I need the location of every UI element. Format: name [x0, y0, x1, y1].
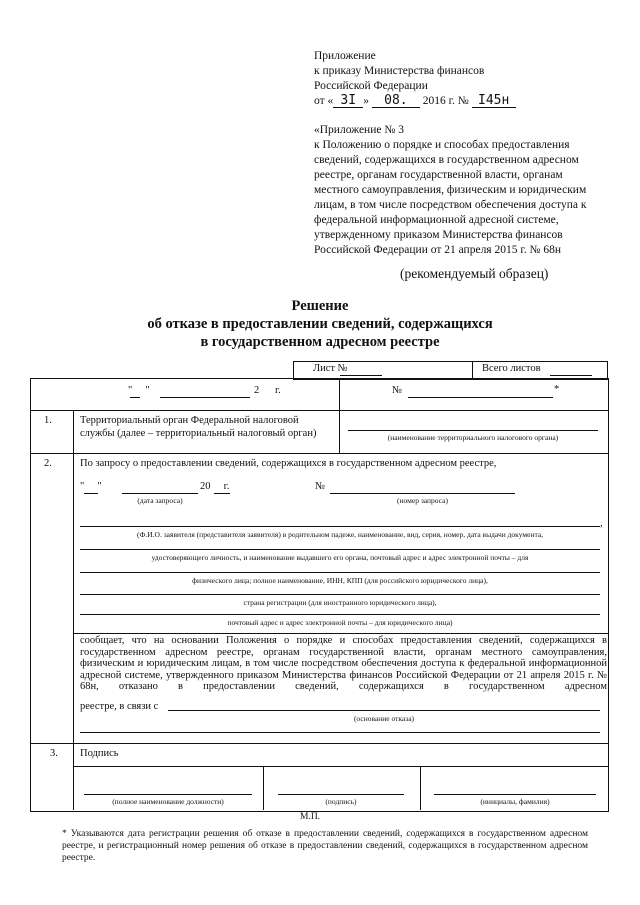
signature-label: Подпись	[80, 748, 119, 759]
request-date-year: 20 г.	[200, 481, 230, 492]
section1-text-line2: службы (далее – территориальный налоговый орган)	[80, 428, 317, 439]
order-number-label: №	[457, 95, 469, 107]
appendix-line: реестре, органам государственной власти, органам	[314, 169, 563, 181]
appendix-line: сведений, содержащихся в государственном адресном	[314, 154, 579, 166]
applicant-caption: почтовый адрес и адрес электронной почты – для юридического лица)	[227, 618, 453, 627]
section1-caption: (наименование территориального налогового органа)	[387, 433, 559, 442]
asterisk-mark: *	[554, 384, 560, 395]
position-caption: (полное наименование должности)	[112, 797, 224, 806]
footnote: * Указываются дата регистрации решения об отказе в предоставлении сведений, содержащихся в государственном адресном реестре, и регистрационный номер решения об отказе в предоставлении сведений, содержащихся в государственном адресном реестре.	[62, 829, 588, 863]
appendix-line: местного самоуправления, физическим и юридическим	[314, 184, 587, 196]
date-month: 08.	[372, 94, 420, 108]
order-header	[314, 49, 516, 109]
request-number-caption: (номер запроса)	[397, 496, 448, 505]
decision-year: 2 г.	[254, 385, 281, 396]
applicant-caption: страна регистрации (для иностранного юридического лица),	[243, 598, 437, 607]
applicant-caption: удостоверяющего личность, и наименование выдавшего его органа, почтовый адрес и адрес электронной почты – для	[151, 553, 529, 562]
header-line2: к приказу Министерства финансов	[314, 65, 485, 77]
form-table	[30, 378, 609, 812]
applicant-comma: ,	[600, 518, 603, 529]
section1-number: 1.	[44, 415, 52, 426]
stamp-label: М.П.	[300, 812, 321, 822]
section3-number: 3.	[50, 748, 58, 759]
appendix-line: Российской Федерации от 21 апреля 2015 г. № 68н	[314, 244, 562, 256]
applicant-caption: физического лица; полное наименование, ИНН, КПП (для российского юридического лица),	[192, 576, 488, 585]
title-line1: Решение	[291, 298, 349, 314]
date-year: 2016 г.	[422, 95, 455, 107]
decision-number-label: №	[392, 385, 403, 396]
total-sheets-label: Всего листов	[482, 363, 541, 374]
document-title	[0, 297, 640, 351]
header-line1: Приложение	[314, 50, 376, 62]
decision-tail: реестре, в связи с	[80, 701, 159, 712]
decision-date-quotes: " "	[128, 385, 150, 396]
appendix-line: «Приложение № 3	[314, 124, 404, 136]
order-number: I45н	[472, 94, 516, 108]
sample-label: (рекомендуемый образец)	[400, 266, 549, 281]
section2-intro: По запросу о предоставлении сведений, содержащихся в государственном адресном реестре,	[80, 458, 497, 469]
decision-text: сообщает, что на основании Положения о порядке и способах предоставления сведений, содержащихся в государственном адресном реестре, органам государственной власти, органам местного самоуправления, физическим и юридическим лицам, в том числе посредством обеспечения доступа к федеральной информационной адресной системе, утвержденного приказом Министерства финансов Российской Федерации от 21 апреля 2015 г. № 68н, отказано в предоставлении сведений, содержащихся в государственном адресном	[80, 635, 607, 693]
appendix-line: федеральной информационной адресной системе,	[314, 214, 559, 226]
appendix-line: утвержденному приказом Министерства финансов	[314, 229, 563, 241]
sheet-number-label: Лист №	[313, 363, 348, 374]
title-line3: в государственном адресном реестре	[200, 334, 440, 350]
request-date-caption: (дата запроса)	[137, 496, 183, 505]
appendix-line: к Положению о порядке и способах предоставления	[314, 139, 570, 151]
appendix-line: лицам, в том числе посредством обеспечения доступа к	[314, 199, 587, 211]
header-date-line	[314, 94, 516, 109]
section1-text-line1: Территориальный орган Федеральной налоговой	[80, 415, 299, 426]
section1-text	[80, 414, 316, 440]
date-day: 3I	[333, 94, 363, 108]
request-date-quotes: " "	[80, 481, 102, 492]
reason-caption: (основание отказа)	[353, 714, 415, 723]
signature-caption: (подпись)	[325, 797, 357, 806]
date-mid: »	[363, 95, 369, 107]
appendix-block	[314, 123, 586, 258]
section2-number: 2.	[44, 458, 52, 469]
initials-caption: (инициалы, фамилия)	[480, 797, 550, 806]
date-prefix: от «	[314, 95, 334, 107]
request-number-label: №	[315, 481, 326, 492]
applicant-caption: (Ф.И.О. заявителя (представителя заявителя) в родительном падеже, наименование, вид, серия, номер, дата выдачи документа,	[136, 530, 544, 539]
title-line2: об отказе в предоставлении сведений, содержащихся	[147, 316, 493, 332]
header-line3: Российской Федерации	[314, 80, 428, 92]
